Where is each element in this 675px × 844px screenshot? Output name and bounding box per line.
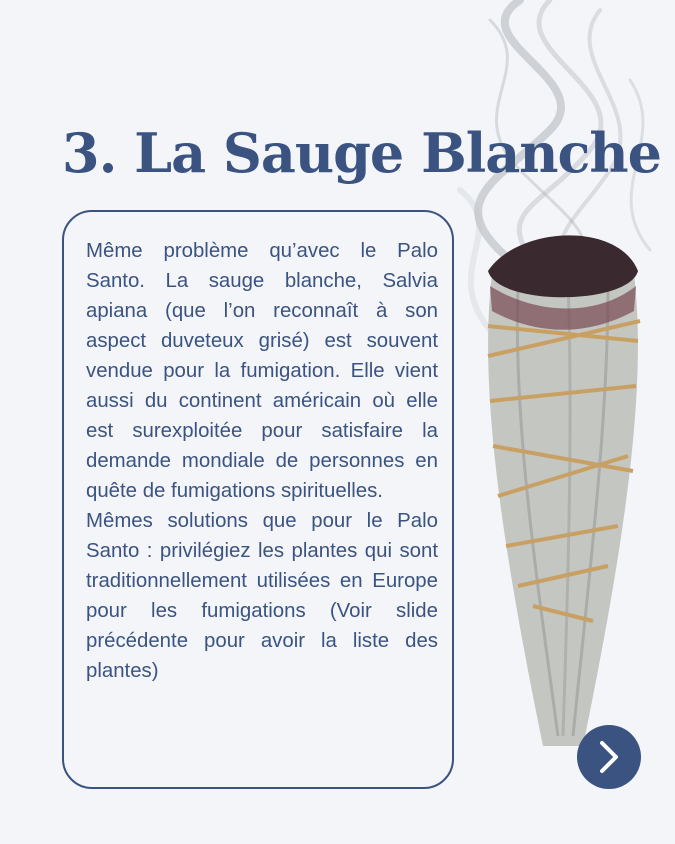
slide-title: 3. La Sauge Blanche: [62, 121, 661, 185]
paragraph-2: Mêmes solutions que pour le Palo Santo : privilégiez les plantes qui sont traditionnellement utilisées en Europe pour les fumigations (Voir slide précédente pour avoir la liste des plantes): [86, 510, 438, 682]
sage-bundle-illustration: [458, 226, 663, 756]
paragraph-1: Même problème qu’avec le Palo Santo. La sauge blanche, Salvia apiana (que l’on reconnaît à son aspect duveteux grisé) est souvent vendue pour la fumigation. Elle vient aussi du continent américain où elle est surexploitée pour satisfaire la demande mondiale de personnes en quête de fumigations spirituelles.: [86, 240, 438, 502]
next-slide-button[interactable]: [577, 725, 641, 789]
chevron-right-icon: [596, 740, 622, 774]
body-text: [86, 236, 438, 686]
